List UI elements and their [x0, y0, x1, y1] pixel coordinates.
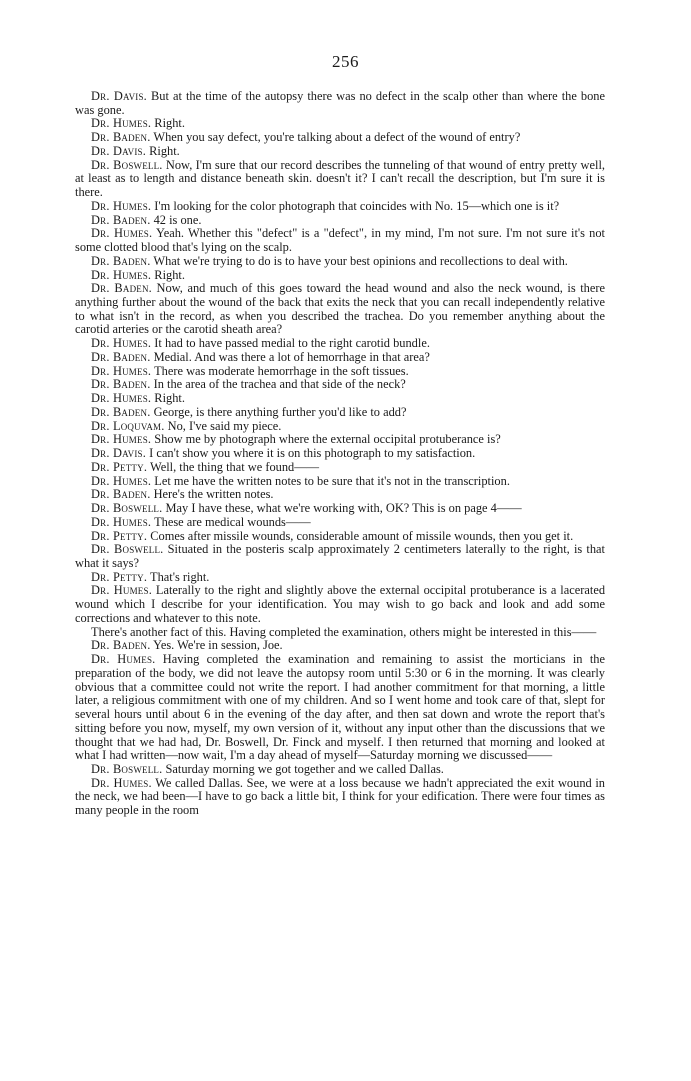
transcript-paragraph [75, 639, 605, 653]
utterance-text: We called Dallas. See, we were at a loss because we hadn't appreciated the exit wound in the neck, we had been—I have to go back a little bit, I think for your edification. There were four times as many people in the room [75, 775, 605, 818]
utterance-text: May I have these, what we're working with, OK? This is on page 4—— [162, 501, 522, 516]
utterance-text: What we're trying to do is to have your best opinions and recollections to deal with. [150, 253, 568, 268]
transcript-paragraph [75, 502, 605, 516]
transcript-paragraph [75, 145, 605, 159]
utterance-text: Here's the written notes. [150, 487, 274, 502]
transcript-paragraph [75, 200, 605, 214]
transcript [75, 90, 605, 818]
speaker-name: Dr. Loquvam. [91, 418, 165, 433]
utterance-text: There was moderate hemorrhage in the soft tissues. [151, 363, 409, 378]
speaker-name: Dr. Baden. [91, 130, 151, 145]
page-number: 256 [332, 52, 359, 71]
transcript-paragraph [75, 214, 605, 228]
transcript-paragraph [75, 117, 605, 131]
utterance-text: Laterally to the right and slightly above the external occipital protuberance is a lacerated wound which I describe for your identification. You may wish to go back and look and add some corrections and whatever to this note. [75, 583, 606, 625]
speaker-name: Dr. Davis. [91, 143, 147, 158]
utterance-text: I'm looking for the color photograph that coincides with No. 15—which one is it? [151, 198, 560, 213]
speaker-name: Dr. Humes. [91, 514, 152, 529]
utterance-text: Comes after missile wounds, considerable amount of missile wounds, then you get it. [147, 528, 574, 543]
speaker-name: Dr. Humes. [91, 267, 152, 282]
speaker-name: Dr. Baden. [91, 212, 151, 227]
speaker-name: Dr. Davis. [91, 89, 147, 103]
transcript-paragraph [75, 488, 605, 502]
utterance-text: 42 is one. [150, 212, 202, 227]
speaker-name: Dr. Humes. [91, 652, 156, 667]
transcript-paragraph [75, 461, 605, 475]
utterance-text: Situated in the posteris scalp approximately 2 centimeters laterally to the right, is that what it says? [75, 542, 605, 570]
utterance-text: I can't show you where it is on this photograph to my satisfaction. [146, 446, 476, 461]
speaker-name: Dr. Baden. [91, 281, 152, 296]
utterance-text: Right. [151, 391, 185, 406]
utterance-text: Medial. And was there a lot of hemorrhage in that area? [150, 349, 430, 364]
transcript-paragraph [75, 282, 605, 337]
transcript-paragraph [75, 584, 605, 625]
speaker-name: Dr. Petty. [91, 528, 148, 543]
utterance-text: Now, I'm sure that our record describes the tunneling of that wound of entry pretty well, at least as to length and distance beneath skin. doesn't it? I can't recall the description, but I'm sure it is there. [75, 157, 605, 200]
speaker-name: Dr. Humes. [91, 432, 152, 447]
speaker-name: Dr. Humes. [91, 336, 152, 351]
speaker-name: Dr. Humes. [91, 116, 152, 131]
transcript-paragraph [75, 447, 605, 461]
utterance-text: When you say defect, you're talking about a defect of the wound of entry? [150, 130, 521, 145]
transcript-paragraph [75, 351, 605, 365]
transcript-paragraph [75, 777, 605, 818]
speaker-name: Dr. Boswell. [91, 501, 163, 516]
speaker-name: Dr. Humes. [91, 775, 152, 790]
utterance-text: That's right. [147, 569, 210, 584]
speaker-name: Dr. Baden. [91, 404, 151, 419]
speaker-name: Dr. Petty. [91, 459, 148, 474]
transcript-paragraph [75, 653, 605, 763]
transcript-paragraph [75, 433, 605, 447]
speaker-name: Dr. Humes. [91, 363, 152, 378]
utterance-text: Let me have the written notes to be sure that it's not in the transcription. [151, 473, 510, 488]
transcript-paragraph [75, 406, 605, 420]
transcript-paragraph [75, 159, 605, 200]
utterance-text: Now, and much of this goes toward the head wound and also the neck wound, is there anything further about the wound of the back that exits the neck that you can recall independently relative to what isn't in the record, as when you described the trachea. Do you remember anything about the carotid arteries or the carotid sheath area? [75, 281, 605, 337]
transcript-paragraph [75, 227, 605, 254]
transcript-paragraph [75, 378, 605, 392]
utterance-text: Saturday morning we got together and we called Dallas. [162, 761, 444, 776]
speaker-name: Dr. Baden. [91, 377, 151, 392]
transcript-paragraph [75, 516, 605, 530]
transcript-paragraph [75, 530, 605, 544]
utterance-text: Right. [151, 116, 185, 131]
utterance-text: But at the time of the autopsy there was no defect in the scalp other than where the bone was gone. [75, 89, 605, 117]
speaker-name: Dr. Baden. [91, 349, 151, 364]
speaker-name: Dr. Humes. [91, 226, 153, 241]
utterance-text: Right. [146, 143, 180, 158]
transcript-paragraph [75, 475, 605, 489]
speaker-name: Dr. Boswell. [91, 761, 163, 776]
utterance-text: Yeah. Whether this "defect" is a "defect", in my mind, I'm not sure. I'm not sure it's not some clotted blood that's lying on the scalp. [75, 226, 605, 255]
transcript-paragraph [75, 337, 605, 351]
utterance-text: These are medical wounds—— [151, 514, 311, 529]
speaker-name: Dr. Baden. [91, 253, 151, 268]
transcript-paragraph [75, 763, 605, 777]
utterance-text: George, is there anything further you'd like to add? [150, 404, 407, 419]
utterance-text: In the area of the trachea and that side of the neck? [150, 377, 406, 392]
transcript-paragraph [75, 571, 605, 585]
speaker-name: Dr. Petty. [91, 569, 148, 584]
utterance-text: There's another fact of this. Having completed the examination, others might be interested in this—— [91, 624, 597, 639]
transcript-paragraph [75, 269, 605, 283]
utterance-text: Well, the thing that we found—— [147, 459, 320, 474]
utterance-text: It had to have passed medial to the right carotid bundle. [151, 336, 430, 351]
transcript-paragraph [75, 543, 605, 570]
transcript-paragraph [75, 420, 605, 434]
transcript-paragraph [75, 365, 605, 379]
transcript-paragraph [75, 131, 605, 145]
utterance-text: No, I've said my piece. [164, 418, 282, 433]
transcript-paragraph [75, 90, 605, 117]
speaker-name: Dr. Baden. [91, 487, 151, 502]
utterance-text: Having completed the examination and remaining to assist the morticians in the preparation of the body, we did not leave the autopsy room until 5:30 or 6 in the morning. It was clearly obvious that a committee could not write the report. I had another commitment for that morning, a little later, a religious commitment with one of my children. And so I went home and took care of that, slept for several hours until about 6 in the evening of the day after, and then sat down and wrote the report that's sitting before you now, myself, my own version of it, without any input other than the discussions that we thought that we had had, Dr. Boswell, Dr. Finck and myself. I then returned that morning and looked at what I had written—now wait, I'm a day ahead of myself—Saturday morning we discussed—— [75, 652, 605, 763]
speaker-name: Dr. Humes. [91, 198, 152, 213]
speaker-name: Dr. Boswell. [91, 542, 164, 557]
speaker-name: Dr. Baden. [91, 638, 151, 653]
utterance-text: Show me by photograph where the external occipital protuberance is? [151, 432, 501, 447]
speaker-name: Dr. Davis. [91, 446, 147, 461]
speaker-name: Dr. Humes. [91, 583, 153, 598]
utterance-text: Right. [151, 267, 185, 282]
transcript-paragraph [75, 255, 605, 269]
utterance-text: Yes. We're in session, Joe. [150, 638, 283, 653]
speaker-name: Dr. Humes. [91, 391, 152, 406]
transcript-paragraph [75, 626, 605, 640]
transcript-paragraph [75, 392, 605, 406]
speaker-name: Dr. Boswell. [91, 157, 163, 172]
speaker-name: Dr. Humes. [91, 473, 152, 488]
